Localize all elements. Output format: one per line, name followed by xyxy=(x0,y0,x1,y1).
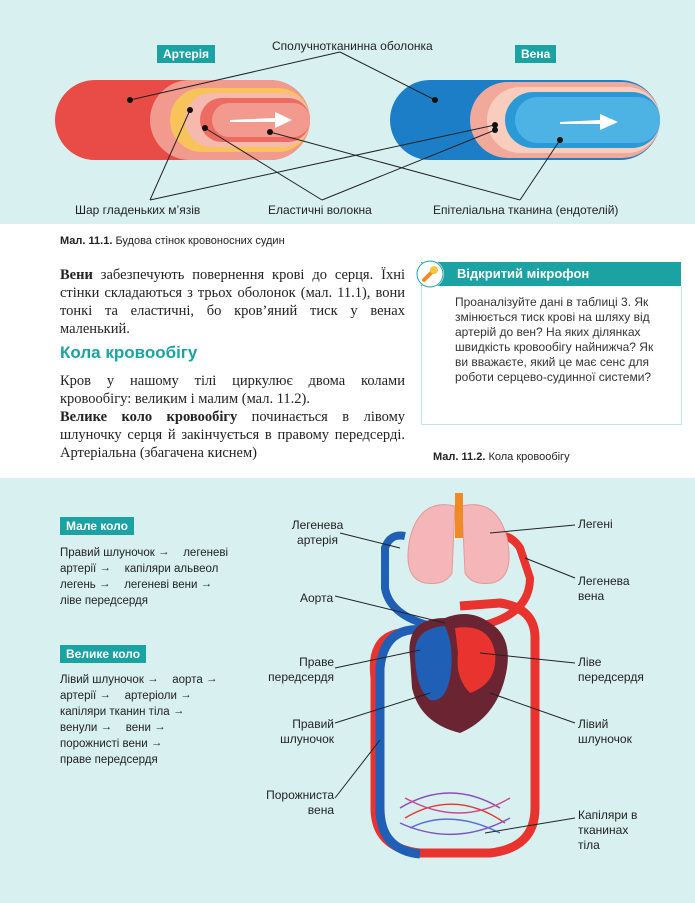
arrow-right-icon: → xyxy=(100,721,113,733)
big-step-5: капіляри тканин тіла xyxy=(60,706,170,718)
label-lungs: Легені xyxy=(578,517,613,531)
label-capillaries: Капіляри в тканинах тіла xyxy=(578,808,638,852)
label-connective-tissue: Сполучнотканинна оболонка xyxy=(272,39,433,53)
paragraph-big-circle xyxy=(60,408,405,462)
term-veins: Вени xyxy=(60,267,93,283)
small-step-7: ліве передсердя xyxy=(60,595,148,607)
figure-1-caption xyxy=(60,235,285,247)
big-step-9: праве передсердя xyxy=(60,754,158,766)
small-step-1: Правий шлуночок xyxy=(60,547,155,559)
label-left-ventricle: Лівий шлуночок xyxy=(578,717,632,746)
vein-vessel xyxy=(390,80,660,160)
label-pulmonary-artery: Легенева артерія xyxy=(291,518,344,547)
label-smooth-muscle: Шар гладеньких м’язів xyxy=(75,203,201,217)
label-pulmonary-vein: Легенева вена xyxy=(578,574,630,603)
paragraph-circles: Кров у нашому тілі циркулює двома колами кровообігу: великим і малим (мал. 11.2). xyxy=(60,373,405,407)
big-step-2: аорта xyxy=(172,674,203,686)
paragraph-big-circle-text: починається в лівому шлуночку серця й закінчується в правому передсерді. Артеріальна (збагачена киснем) xyxy=(60,409,405,461)
arrow-right-icon: → xyxy=(147,673,159,685)
small-step-3: артерії xyxy=(60,563,97,575)
arrow-right-icon: → xyxy=(154,721,166,733)
small-circle-line-4 xyxy=(60,593,148,609)
big-circle-line-2 xyxy=(60,688,202,704)
label-epithelial: Епітеліальна тканина (ендотелій) xyxy=(433,203,619,217)
term-big-circle: Велике коло кровообігу xyxy=(60,409,238,425)
small-circle-line-1 xyxy=(60,545,228,561)
section-title: Кола кровообігу xyxy=(60,343,198,362)
arrow-right-icon: → xyxy=(99,689,111,701)
lungs xyxy=(408,493,509,584)
microphone-icon xyxy=(416,260,444,288)
figure-2-caption xyxy=(433,451,570,463)
big-circle-line-5 xyxy=(60,736,173,752)
arrow-right-icon: → xyxy=(99,578,111,590)
arrow-right-icon: → xyxy=(205,673,218,685)
open-mic-header xyxy=(421,262,681,286)
figure-2-caption-number: Мал. 11.2. xyxy=(433,451,486,463)
open-mic-text: Проаналізуйте дані в таблиці 3. Як змінюється тиск крові на шляху від артерій до вен? На яких ділянках швидкість кровообігу найнижча? Як ви вважаєте, який це має сенс для роботи серцево-судинної системи? xyxy=(455,295,654,384)
big-step-7: вени xyxy=(125,722,151,734)
big-circle-line-6 xyxy=(60,752,158,768)
label-aorta: Аорта xyxy=(300,591,334,605)
vein-tag: Вена xyxy=(515,45,556,63)
figure-1-caption-number: Мал. 11.1. xyxy=(60,235,113,247)
big-step-6: венули xyxy=(60,722,98,734)
artery-tag: Артерія xyxy=(157,45,215,63)
arrow-right-icon: → xyxy=(158,546,170,558)
big-step-4: артеріоли xyxy=(124,690,177,702)
small-step-5: легень xyxy=(60,579,96,591)
heart xyxy=(409,614,507,733)
small-circle-title: Мале коло xyxy=(60,517,134,535)
paragraph-veins-text: забезпечують повернення крові до серця. Їхні стінки складаються з трьох оболонок (мал. 11.1), вони тонкі та еластичні, бо кров’яний тиск у венах маленький. xyxy=(60,267,405,337)
artery-vessel xyxy=(55,80,310,160)
big-circle-line-4 xyxy=(60,720,176,736)
big-step-1: Лівий шлуночок xyxy=(60,674,144,686)
label-elastic-fibers: Еластичні волокна xyxy=(268,203,372,217)
figure-1-panel xyxy=(0,0,695,224)
label-right-atrium: Праве передсердя xyxy=(268,655,334,684)
small-circle-line-2 xyxy=(60,561,218,577)
paragraph-veins xyxy=(60,266,405,338)
big-step-3: артерії xyxy=(60,690,97,702)
arrow-right-icon: → xyxy=(200,578,213,590)
open-mic-title: Відкритий мікрофон xyxy=(457,266,590,281)
arrow-right-icon: → xyxy=(172,705,185,717)
big-circle-title: Велике коло xyxy=(60,645,146,663)
label-vena-cava: Порожниста вена xyxy=(266,788,334,817)
label-right-ventricle: Правий шлуночок xyxy=(280,717,334,746)
small-step-4: капіляри альвеол xyxy=(124,563,219,575)
big-circle-line-3 xyxy=(60,704,195,720)
label-left-atrium: Ліве передсердя xyxy=(578,655,644,684)
arrow-right-icon: → xyxy=(180,689,192,701)
small-step-6: легеневі вени xyxy=(124,579,198,591)
figure-1-caption-text: Будова стінок кровоносних судин xyxy=(115,235,285,247)
big-step-8: порожнисті вени xyxy=(60,738,148,750)
small-step-2: легеневі xyxy=(183,547,229,559)
big-circle-line-1 xyxy=(60,672,228,688)
small-circle-line-3 xyxy=(60,577,223,593)
vessel-illustration xyxy=(0,0,695,224)
arrow-right-icon: → xyxy=(150,737,163,749)
figure-2-caption-text: Кола кровообігу xyxy=(488,451,570,463)
arrow-right-icon: → xyxy=(99,562,111,574)
capillary-network xyxy=(400,793,510,834)
